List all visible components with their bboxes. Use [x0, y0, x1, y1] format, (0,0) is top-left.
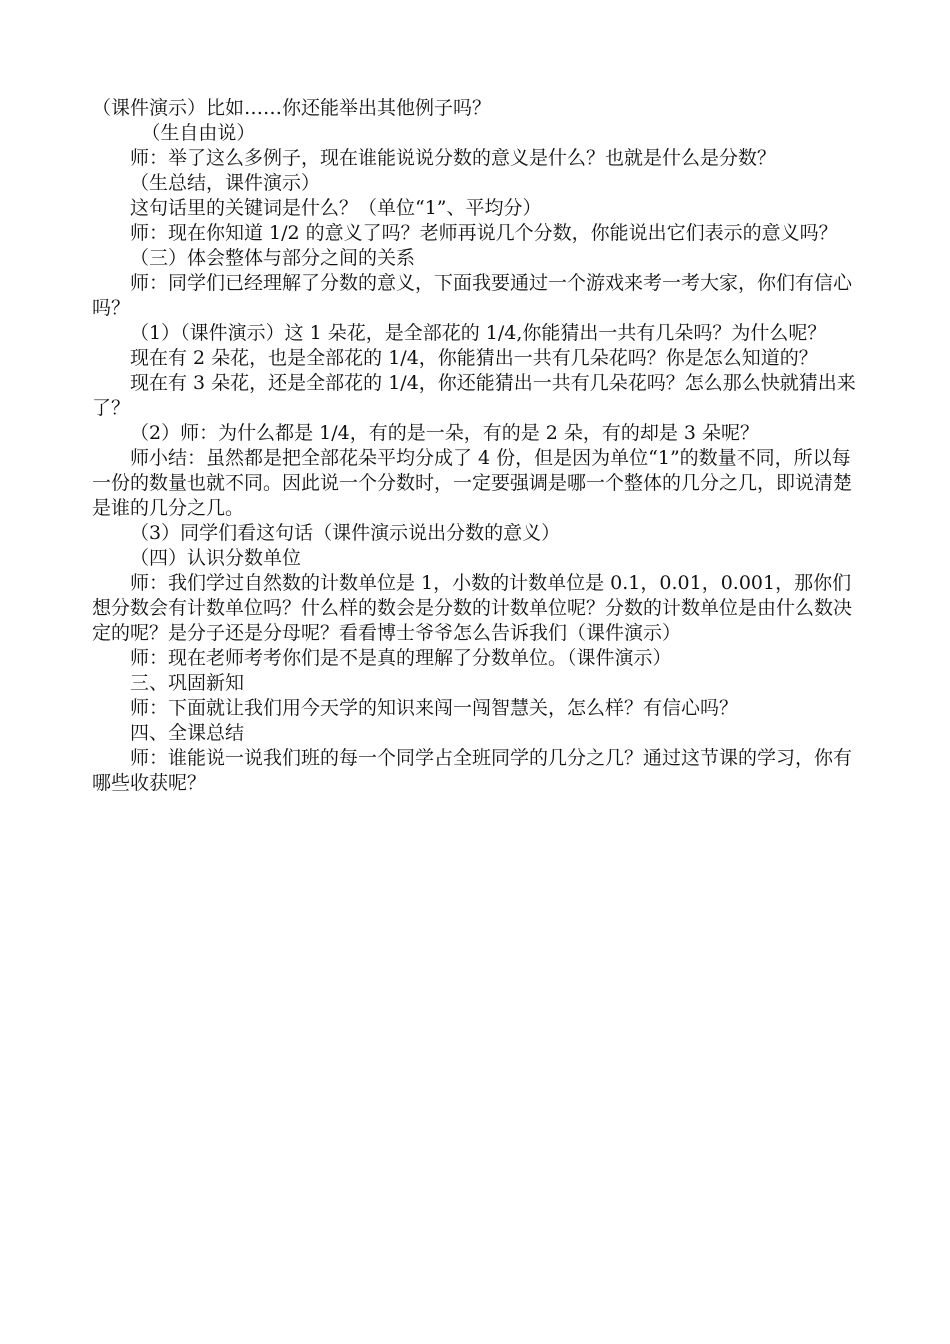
paragraph-6: 师：现在你知道 1/2 的意义了吗？老师再说几个分数，你能说出它们表示的意义吗？: [130, 222, 838, 244]
paragraph-9: （1）（课件演示）这 1 朵花，是全部花的 1/4,你能猜出一共有几朵吗？为什么呢？: [130, 322, 827, 344]
paragraph-10: 现在有 2 朵花，也是全部花的 1/4，你能猜出一共有几朵花吗？你是怎么知道的？: [130, 347, 818, 369]
section-heading-three: （三）体会整体与部分之间的关系: [130, 247, 416, 269]
paragraph-17: 师：现在老师考考你们是不是真的理解了分数单位。（课件演示）: [130, 647, 672, 669]
paragraph-12: （2）师：为什么都是 1/4，有的是一朵，有的是 2 朵，有的却是 3 朵呢？: [130, 422, 760, 444]
paragraph-1: （课件演示）比如……你还能举出其他例子吗？: [92, 97, 492, 119]
section-heading-four: （四）认识分数单位: [130, 547, 302, 569]
paragraph-11: 现在有 3 朵花，还是全部花的 1/4，你还能猜出一共有几朵花吗？怎么那么快就猜出来了？: [92, 372, 856, 419]
section-heading-consolidate: 三、巩固新知: [130, 672, 245, 694]
paragraph-8: 师：同学们已经理解了分数的意义，下面我要通过一个游戏来考一考大家，你们有信心吗？: [92, 272, 853, 319]
paragraph-19: 师：下面就让我们用今天学的知识来闯一闯智慧关，怎么样？有信心吗？: [130, 697, 739, 719]
paragraph-2: （生自由说）: [141, 122, 256, 144]
section-heading-summary: 四、全课总结: [130, 722, 245, 744]
paragraph-14: （3）同学们看这句话（课件演示说出分数的意义）: [130, 522, 561, 544]
paragraph-4: （生总结，课件演示）: [130, 172, 321, 194]
paragraph-5: 这句话里的关键词是什么？（单位“1”、平均分）: [130, 197, 542, 219]
paragraph-13: 师小结：虽然都是把全部花朵平均分成了 4 份，但是因为单位“1”的数量不同，所以每一份的数量也就不同。因此说一个分数时，一定要强调是哪一个整体的几分之几，即说清楚是谁的几分之几。: [92, 447, 853, 519]
document-page: [92, 96, 862, 796]
paragraph-16: 师：我们学过自然数的计数单位是 1，小数的计数单位是 0.1，0.01，0.001，那你们想分数会有计数单位吗？什么样的数会是分数的计数单位呢？分数的计数单位是由什么数决定的呢？是分子还是分母呢？看看博士爷爷怎么告诉我们（课件演示）: [92, 572, 853, 644]
paragraph-3: 师：举了这么多例子，现在谁能说说分数的意义是什么？也就是什么是分数？: [130, 147, 777, 169]
paragraph-21: 师：谁能说一说我们班的每一个同学占全班同学的几分之几？通过这节课的学习，你有哪些收获呢？: [92, 747, 853, 794]
